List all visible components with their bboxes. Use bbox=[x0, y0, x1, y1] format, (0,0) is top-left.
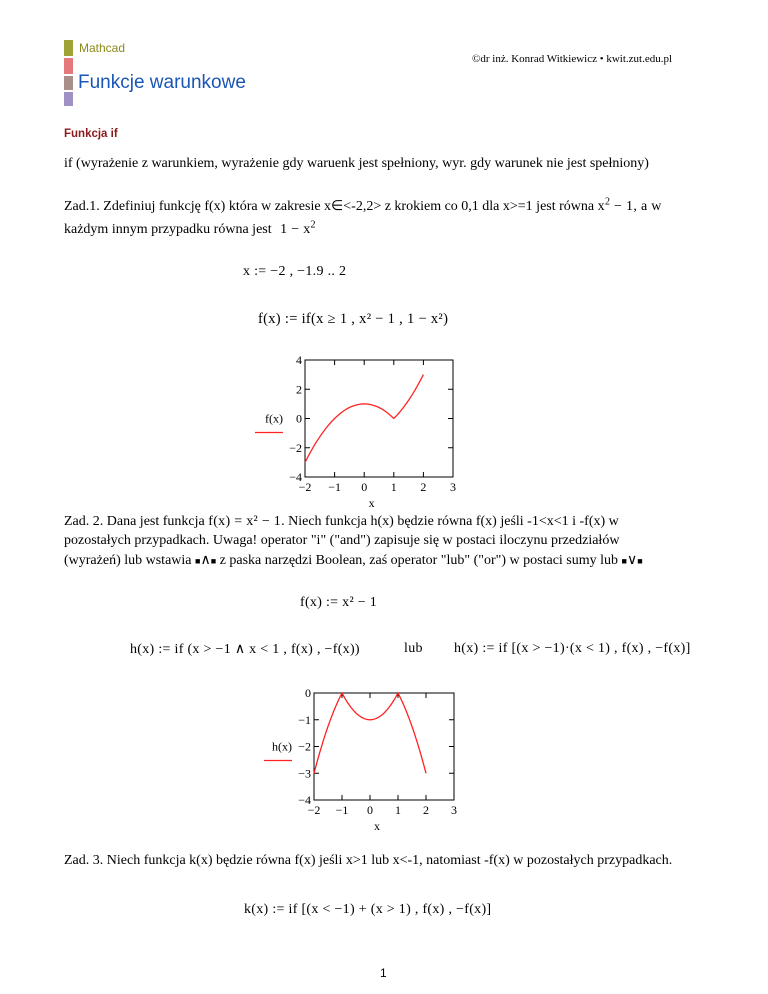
zad1-text-line1 bbox=[64, 198, 662, 215]
zad1-text-a: Zad.1. Zdefiniuj funkcję f(x) która w zakresie x∈<-2,2> z krokiem co 0,1 dla x>=1 jest równa bbox=[64, 199, 595, 214]
placeholder-box: ■ bbox=[210, 556, 217, 566]
or-operator: ∨ bbox=[626, 553, 638, 568]
plot-f[interactable] bbox=[250, 350, 480, 510]
plot-h-x-axis-label: x bbox=[374, 819, 380, 833]
plot-f-y-tick-label: −4 bbox=[289, 470, 302, 484]
zad1-expr-b-base: 1 − x bbox=[280, 222, 311, 237]
plot-h-x-tick-label: 3 bbox=[451, 803, 457, 817]
plot-h-group bbox=[264, 686, 457, 833]
plot-h-x-tick-label: 1 bbox=[395, 803, 401, 817]
plot-h-x-tick-label: 2 bbox=[423, 803, 429, 817]
f-definition-zad2[interactable]: f(x) := x² − 1 bbox=[300, 595, 378, 610]
color-bar-red bbox=[64, 58, 73, 74]
plot-f-group bbox=[255, 353, 456, 510]
lub-label: lub bbox=[404, 641, 423, 656]
page-title: Funkcje warunkowe bbox=[78, 72, 246, 93]
color-bar-violet bbox=[64, 92, 73, 106]
plot-f-x-tick-label: 3 bbox=[450, 480, 456, 494]
plot-f-x-tick-label: 2 bbox=[420, 480, 427, 494]
zad1-text-line2 bbox=[64, 219, 316, 238]
h-definition-left[interactable]: h(x) := if (x > −1 ∧ x < 1 , f(x) , −f(x)) bbox=[130, 642, 360, 657]
plot-h-x-tick-label: −1 bbox=[335, 803, 349, 817]
plot-h-y-axis-label: h(x) bbox=[272, 739, 292, 754]
if-syntax-text: if (wyrażenie z warunkiem, wyrażenie gdy waruenk jest spełniony, wyr. gdy warunek nie jest spełniony) bbox=[64, 156, 649, 171]
zad2-line3-b: z paska narzędzi Boolean, zaś operator "lub" ("or") w postaci sumy lub bbox=[219, 553, 619, 568]
zad3-text: Zad. 3. Niech funkcja k(x) będzie równa f(x) jeśli x>1 lub x<-1, natomiast -f(x) w pozostałych przypadkach. bbox=[64, 853, 673, 868]
zad1-expr-a-base: x bbox=[597, 199, 605, 214]
placeholder-box: ■ bbox=[621, 556, 627, 566]
zad1-expr-a bbox=[597, 196, 662, 214]
plot-f-y-tick-label: 4 bbox=[296, 353, 302, 367]
plot-f-series-line bbox=[305, 375, 423, 463]
plot-f-x-axis-label: x bbox=[368, 496, 375, 510]
zad1-expr-a-tail: − 1, a w bbox=[610, 199, 662, 214]
color-bar-olive bbox=[64, 40, 73, 56]
color-bar-brown bbox=[64, 76, 73, 90]
plot-f-y-axis-label: f(x) bbox=[265, 411, 283, 426]
plot-h-x-tick-label: −2 bbox=[307, 803, 321, 817]
plot-f-x-tick-label: −2 bbox=[298, 480, 312, 494]
plot-h[interactable] bbox=[252, 684, 482, 844]
and-operator: ∧ bbox=[200, 553, 211, 568]
plot-h-y-tick-label: −3 bbox=[298, 766, 311, 781]
plot-f-x-tick-label: −1 bbox=[328, 480, 341, 494]
range-definition[interactable]: x := −2 , −1.9 .. 2 bbox=[243, 264, 347, 279]
plot-h-y-tick-label: 0 bbox=[305, 686, 311, 700]
plot-h-series-line bbox=[314, 693, 426, 773]
zad2-line3 bbox=[64, 552, 643, 569]
zad2-line1-b: . Niech funkcja h(x) będzie równa f(x) jeśli -1<x<1 i -f(x) w bbox=[281, 514, 619, 529]
zad2-line1 bbox=[64, 514, 619, 530]
plot-h-y-tick-label: −4 bbox=[298, 793, 311, 807]
plot-f-x-tick-label: 1 bbox=[390, 480, 397, 494]
plot-f-x-tick-label: 0 bbox=[361, 480, 368, 494]
zad1-expr-a-sup: 2 bbox=[604, 196, 611, 208]
plot-h-x-tick-label: 0 bbox=[367, 803, 373, 817]
h-definition-right[interactable]: h(x) := if [(x > −1)·(x < 1) , f(x) , −f(x)] bbox=[454, 641, 691, 656]
copyright-text: ©dr inż. Konrad Witkiewicz • kwit.zut.edu.pl bbox=[472, 53, 673, 65]
f-definition-zad1[interactable]: f(x) := if(x ≥ 1 , x² − 1 , 1 − x²) bbox=[258, 311, 449, 327]
plot-f-y-tick-label: 2 bbox=[296, 382, 302, 397]
plot-f-frame bbox=[305, 360, 453, 477]
app-label: Mathcad bbox=[79, 41, 126, 55]
k-definition[interactable]: k(x) := if [(x < −1) + (x > 1) , f(x) , −f(x)] bbox=[244, 902, 492, 917]
placeholder-box: ■ bbox=[195, 556, 201, 566]
zad2-line1-a: Zad. 2. Dana jest funkcja bbox=[64, 514, 205, 529]
section-heading: Funkcja if bbox=[64, 128, 118, 140]
page-number: 1 bbox=[380, 966, 387, 980]
zad2-line2: pozostałych przypadkach. Uwaga! operator "i" ("and") zapisuje się w postaci iloczynu przedziałów bbox=[64, 533, 620, 548]
plot-h-y-tick-label: −1 bbox=[298, 712, 311, 727]
placeholder-box: ■ bbox=[637, 556, 643, 566]
zad1-text-b: każdym innym przypadku równa jest bbox=[64, 222, 272, 237]
zad1-expr-b-sup: 2 bbox=[310, 219, 316, 231]
zad1-expr-b bbox=[280, 219, 316, 237]
plot-h-y-tick-label: −2 bbox=[298, 739, 311, 754]
zad2-line1-expr: f(x) = x² − 1 bbox=[208, 514, 282, 529]
plot-f-y-tick-label: −2 bbox=[289, 440, 302, 455]
zad2-line3-a: (wyrażeń) lub wstawia bbox=[64, 553, 192, 568]
plot-f-y-tick-label: 0 bbox=[296, 411, 302, 426]
